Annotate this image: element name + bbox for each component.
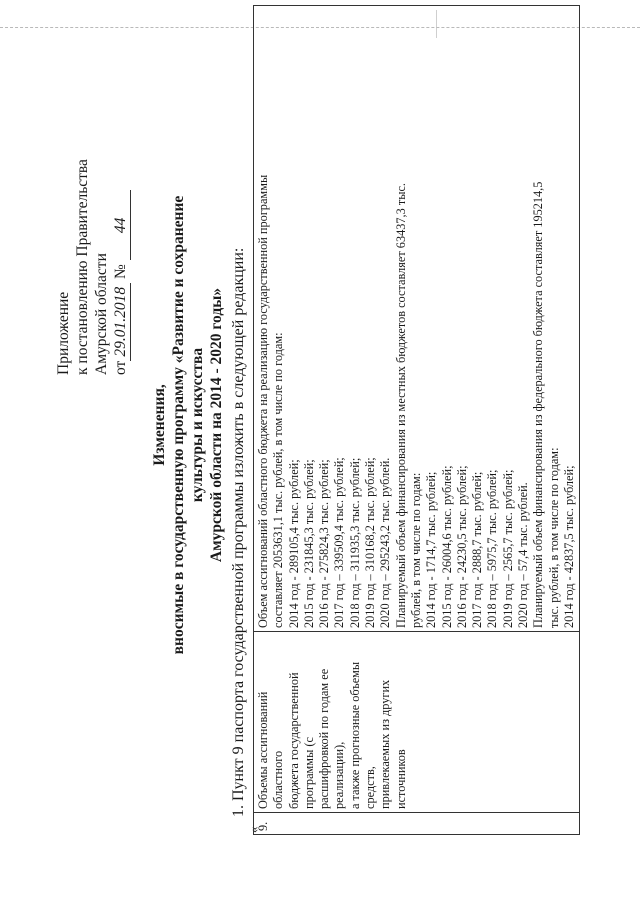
row-label <box>254 632 580 813</box>
appendix-line-1: Приложение <box>55 291 72 375</box>
heading-line-3: Амурской области на 2014 - 2020 годы» <box>208 287 225 563</box>
label-line: привлекаемых из других источников <box>378 679 408 809</box>
content-line: 2019 год – 310168,2 тыс. рублей; <box>363 457 378 628</box>
content-line: Планируемый объем финансирования из федерального бюджета составляет 195214,5 <box>531 181 546 628</box>
document-heading <box>150 165 226 685</box>
content-line: 2018 год – 5975,7 тыс. рублей; <box>485 469 500 628</box>
appendix-line-2: к постановлению Правительства <box>74 159 91 375</box>
appendix-number: 44 <box>111 190 131 260</box>
appendix-date: 29.01.2018 <box>111 283 131 361</box>
content-line: 2019 год – 2565,7 тыс. рублей; <box>500 469 515 628</box>
content-line: 2017 год - 2888,7 тыс. рублей; <box>470 471 485 628</box>
content-line: 2014 год - 289105,4 тыс. рублей; <box>286 459 301 628</box>
appendix-number-sign: № <box>112 264 129 280</box>
content-line: 2020 год – 295243,2 тыс. рублей. <box>378 457 393 628</box>
content-line: 2017 год – 339509,4 тыс. рублей; <box>332 457 347 628</box>
row-content <box>254 6 580 632</box>
appendix-block <box>54 45 131 375</box>
appendix-date-line <box>111 45 131 375</box>
heading-line-1: Изменения, <box>151 384 168 466</box>
passport-table <box>253 5 580 835</box>
content-line: 2014 год - 1714,7 тыс. рублей; <box>424 471 439 628</box>
content-line: 2015 год - 26004,6 тыс. рублей; <box>439 465 454 628</box>
appendix-ot: от <box>112 360 129 375</box>
intro-text: 1. Пункт 9 паспорта государственной программы изложить в следующей редакции: <box>230 247 247 817</box>
row-number: 9. <box>254 813 580 835</box>
heading-line-2: вносимые в государственную программу «Развитие и сохранение культуры и искусства <box>170 195 206 655</box>
content-line: тыс. рублей, в том числе по годам: <box>546 447 561 628</box>
label-line: расшифровкой по годам ее реализации), <box>317 668 347 809</box>
content-line: 2014 год - 42837,5 тыс. рублей; <box>561 465 576 628</box>
content-line: рублей, в том числе по годам: <box>408 472 423 628</box>
opening-quote: « <box>246 826 261 833</box>
content-line: 2015 год - 231845,3 тыс. рублей; <box>301 459 316 628</box>
table-row <box>254 6 580 835</box>
label-line: бюджета государственной программы (с <box>286 672 316 809</box>
content-line: 2020 год – 57,4 тыс. рублей. <box>516 482 531 628</box>
content-line: Объем ассигнований областного бюджета на реализацию государственной программы <box>256 174 270 628</box>
appendix-line-3: Амурской области <box>93 253 110 375</box>
content-line: 2016 год - 24230,5 тыс. рублей; <box>454 465 469 628</box>
content-line: Планируемый объем финансирования из местных бюджетов составляет 63437,3 тыс. <box>393 183 408 628</box>
content-line: составляет 2053631,1 тыс. рублей, в том числе по годам: <box>271 332 286 628</box>
label-line: Объемы ассигнований областного <box>256 691 286 809</box>
content-line: 2018 год – 311935,3 тыс. рублей; <box>347 457 362 628</box>
label-line: а также прогнозные объемы средств, <box>347 661 378 809</box>
content-line: 2016 год - 275824,3 тыс. рублей; <box>317 459 332 628</box>
